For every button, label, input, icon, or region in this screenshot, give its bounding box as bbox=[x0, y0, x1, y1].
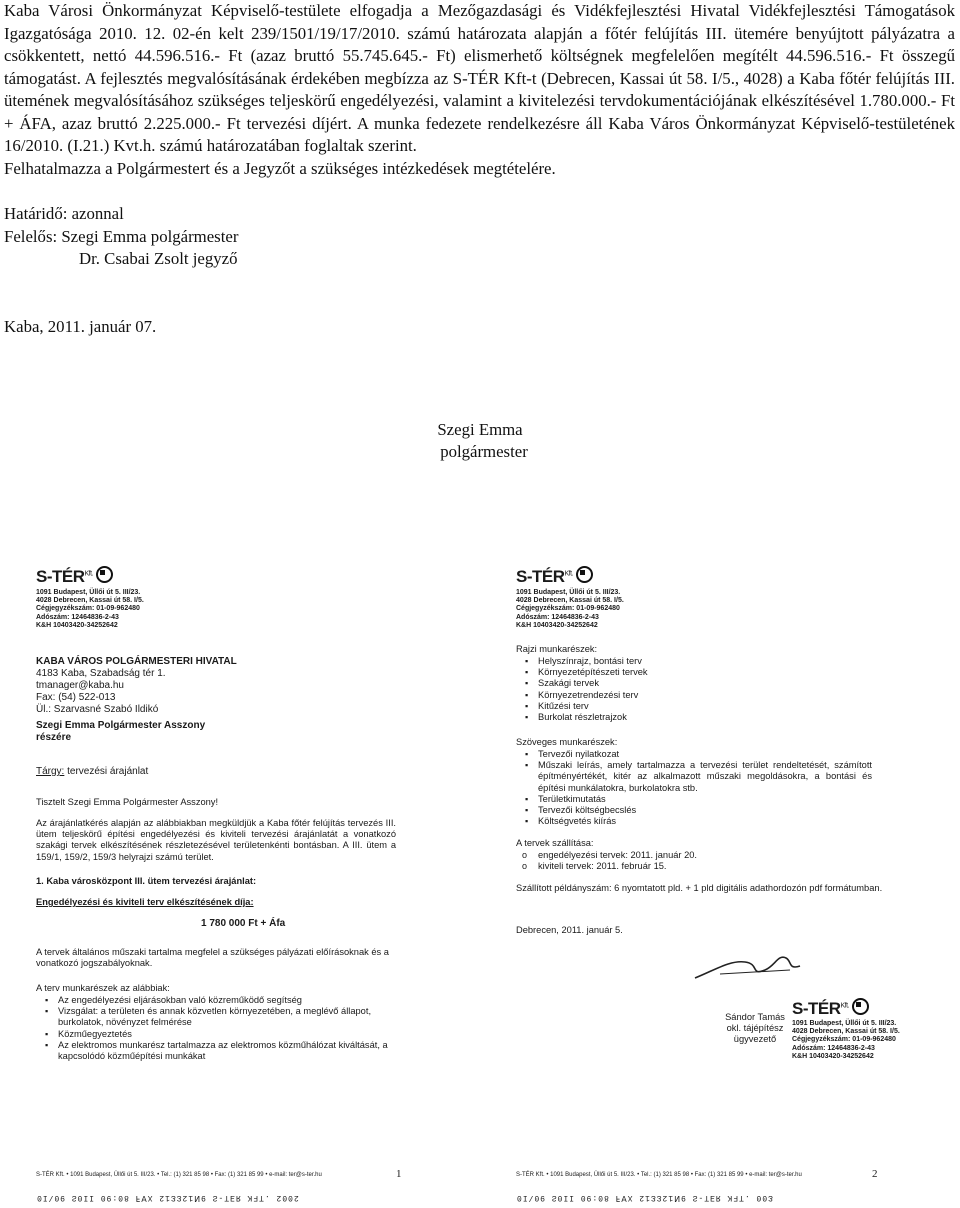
text-title: Szöveges munkarészek: bbox=[516, 737, 618, 747]
greeting: Tisztelt Szegi Emma Polgármester Asszony! bbox=[36, 797, 219, 807]
company-address: 1091 Budapest, Üllői út 5. III/23. 4028 Debrecen, Kassai út 58. I/5. Cégjegyzékszám: 01-09-962480 Adószám: 12464836-2-43 K&H 10403420-34252642 bbox=[36, 589, 144, 629]
list-item: ▪ Tervezői nyilatkozat bbox=[516, 749, 872, 760]
page-number-2: 2 bbox=[872, 1168, 878, 1180]
company-logo: $S-TÉR^{Kft.}$ bbox=[516, 566, 593, 587]
logo-mark-icon bbox=[852, 998, 869, 1015]
company-stamp bbox=[792, 998, 952, 1078]
section-title: 1. Kaba városközpont III. ütem tervezési árajánlat: bbox=[36, 876, 257, 886]
list-item: ▪ Vizsgálat: a területen és annak közvetlen környezetében, a meglévő állapot, burkolatok, növényzet felmérése bbox=[36, 1006, 396, 1028]
responsible-line: Felelős: Szegi Emma polgármester bbox=[4, 226, 239, 246]
place-date: Kaba, 2011. január 07. bbox=[4, 316, 157, 336]
list-item: ▪ Műszaki leírás, amely tartalmazza a tervezési terület rendeltetését, számított építményértékét, kitér az alkalmazott műszaki megoldásokra, a bontási és építési munkálatokra, burkolatokra stb. bbox=[516, 760, 872, 794]
intro-paragraph: Az árajánlatkérés alapján az alábbiakban megküldjük a Kaba főtér felújítás tervezés III. ütem teljeskörű építési engedélyezési és kiviteli tervezési árajánlatát a vonatkozó szakági tervek elkészítésének részletezésével területenkénti bontásban. A III. ütem a 159/1, 159/2, 159/3 helyrajzi számú terület. bbox=[36, 818, 396, 862]
general-content: A tervek általános műszaki tartalma megfelel a szükséges pályázati előírásoknak és a vonatkozó jogszabályoknak. bbox=[36, 947, 389, 969]
footer-line-1: S-TÉR Kft. • 1091 Budapest, Üllői út 5. III/23. • Tel.: (1) 321 85 98 • Fax: (1) 321 85 99 • e-mail: ter@s-ter.hu bbox=[36, 1172, 322, 1178]
list-item: ▪ Közműegyeztetés bbox=[36, 1029, 396, 1040]
parts-title: A terv munkarészek az alábbiak: bbox=[36, 983, 170, 993]
list-item: ▪ Területkimutatás bbox=[516, 794, 872, 805]
list-item: ▪ Burkolat részletrajzok bbox=[516, 712, 648, 723]
list-item: ▪ Az elektromos munkarész tartalmazza az elektromos közműhálózat kiváltását, a kapcsolódó közműépítési munkákat bbox=[36, 1040, 396, 1062]
logo-mark-icon bbox=[96, 566, 113, 583]
list-item: ▪ Kitűzési terv bbox=[516, 701, 648, 712]
signer-block: Sándor Tamás okl. tájépítész ügyvezető bbox=[725, 1012, 785, 1045]
stamp-logo: $S-TÉR^{Kft.}$ bbox=[792, 998, 869, 1019]
delivery-title: A tervek szállítása: bbox=[516, 838, 594, 848]
signature-name: Szegi Emma bbox=[437, 420, 523, 439]
subject-line: Tárgy: tervezési árajánlat bbox=[36, 766, 149, 777]
list-item: ▪ Költségvetés kiírás bbox=[516, 816, 872, 827]
fee-label: Engedélyezési és kiviteli terv elkészítésének díja: bbox=[36, 897, 254, 907]
list-item: o kiviteli tervek: 2011. február 15. bbox=[516, 861, 697, 872]
drawing-title: Rajzi munkarészek: bbox=[516, 644, 598, 654]
responsible-line-2: Dr. Csabai Zsolt jegyző bbox=[79, 249, 238, 268]
list-item: ▪ Tervezői költségbecslés bbox=[516, 805, 872, 816]
company-address: 1091 Budapest, Üllői út 5. III/23. 4028 Debrecen, Kassai út 58. I/5. Cégjegyzékszám: 01-09-962480 Adószám: 12464836-2-43 K&H 10403420-34252642 bbox=[516, 589, 624, 629]
letter-date: Debrecen, 2011. január 5. bbox=[516, 925, 623, 935]
recipient-block: KABA VÁROS POLGÁRMESTERI HIVATAL 4183 Kaba, Szabadság tér 1. tmanager@kaba.hu Fax: (54) 522-013 Ül.: Szarvasné Szabó Ildikó bbox=[36, 656, 237, 715]
signature-title: polgármester bbox=[440, 442, 528, 461]
resolution-text bbox=[4, 0, 955, 338]
list-item: ▪ Helyszínrajz, bontási terv bbox=[516, 656, 648, 667]
page-number-1: 1 bbox=[396, 1168, 402, 1180]
copies-line: Szállított példányszám: 6 nyomtatott pld. + 1 pld digitális adathordozón pdf formátumban. bbox=[516, 883, 883, 893]
list-item: ▪ Környezetépítészeti tervek bbox=[516, 667, 648, 678]
fax-header-left: 2002 .TFK ЯƎT-Ƨ 9Ͷ12ƐƐ12 XⱯꟻ 80:90 ΙΙ0Ƨ 90/Ι0 bbox=[36, 1193, 299, 1202]
company-logo: $S-TÉR^{Kft.}$ bbox=[36, 566, 113, 587]
fee-value: 1 780 000 Ft + Áfa bbox=[201, 918, 286, 929]
list-item: ▪ Szakági tervek bbox=[516, 678, 648, 689]
text-list bbox=[516, 749, 872, 827]
handwritten-signature bbox=[690, 940, 810, 985]
stamp-address: 1091 Budapest, Üllői út 5. III/23. 4028 Debrecen, Kassai út 58. I/5. Cégjegyzékszám: 01-09-962480 Adószám: 12464836-2-43 K&H 10403420-34252642 bbox=[792, 1020, 900, 1060]
delivery-list bbox=[516, 850, 697, 872]
list-item: o engedélyezési tervek: 2011. január 20. bbox=[516, 850, 697, 861]
drawing-list bbox=[516, 656, 648, 723]
parts-list bbox=[36, 995, 396, 1062]
deadline-line: Határidő: azonnal bbox=[4, 204, 124, 223]
authorization-line: Felhatalmazza a Polgármestert és a Jegyzőt a szükséges intézkedések megtételére. bbox=[4, 158, 556, 178]
footer-line-2: S-TÉR Kft. • 1091 Budapest, Üllői út 5. III/23. • Tel.: (1) 321 85 98 • Fax: (1) 321 85 99 • e-mail: ter@s-ter.hu bbox=[516, 1172, 802, 1178]
list-item: ▪ Az engedélyezési eljárásokban való közreműködő segítség bbox=[36, 995, 396, 1006]
list-item: ▪ Környezetrendezési terv bbox=[516, 690, 648, 701]
resolution-paragraph: Kaba Városi Önkormányzat Képviselő-testülete elfogadja a Mezőgazdasági és Vidékfejlesztési Hivatal Vidékfejlesztési Támogatások Igazgatósága 2010. 12. 02-én kelt 239/1501/19/17/2010. számú határozata alapján a főtér felújítás III. ütemére benyújtott pályázatra a csökkentett, nettó 44.596.516.- Ft (azaz bruttó 55.745.645.- Ft) elismerhető költségnek megfelelően megítélt 44.596.516.- Ft összegű támogatást. A fejlesztés megvalósításának érdekében megbízza az S-TÉR Kft-t (Debrecen, Kassai út 58. I/5., 4028) a Kaba főtér felújítás III. ütemének megvalósításához szükséges teljeskörű engedélyezési, valamint a kivitelezési tervdokumentációjának elkészítésével 1.780.000.- Ft + ÁFA, azaz bruttó 2.225.000.- Ft tervezési díjért. A munka fedezete rendelkezésre áll Kaba Város Önkormányzat Képviselő-testületének 16/2010. (I.21.) Kvt.h. számú határozatában foglaltak szerint. bbox=[4, 1, 955, 155]
fax-header-right: Ɛ00 .TFK ЯƎT-Ƨ 9Ͷ12ƐƐ12 XⱯꟻ 80:90 ΙΙ0Ƨ 90/Ι0 bbox=[516, 1193, 773, 1202]
addressee: Szegi Emma Polgármester Asszony részére bbox=[36, 720, 206, 743]
logo-mark-icon bbox=[576, 566, 593, 583]
